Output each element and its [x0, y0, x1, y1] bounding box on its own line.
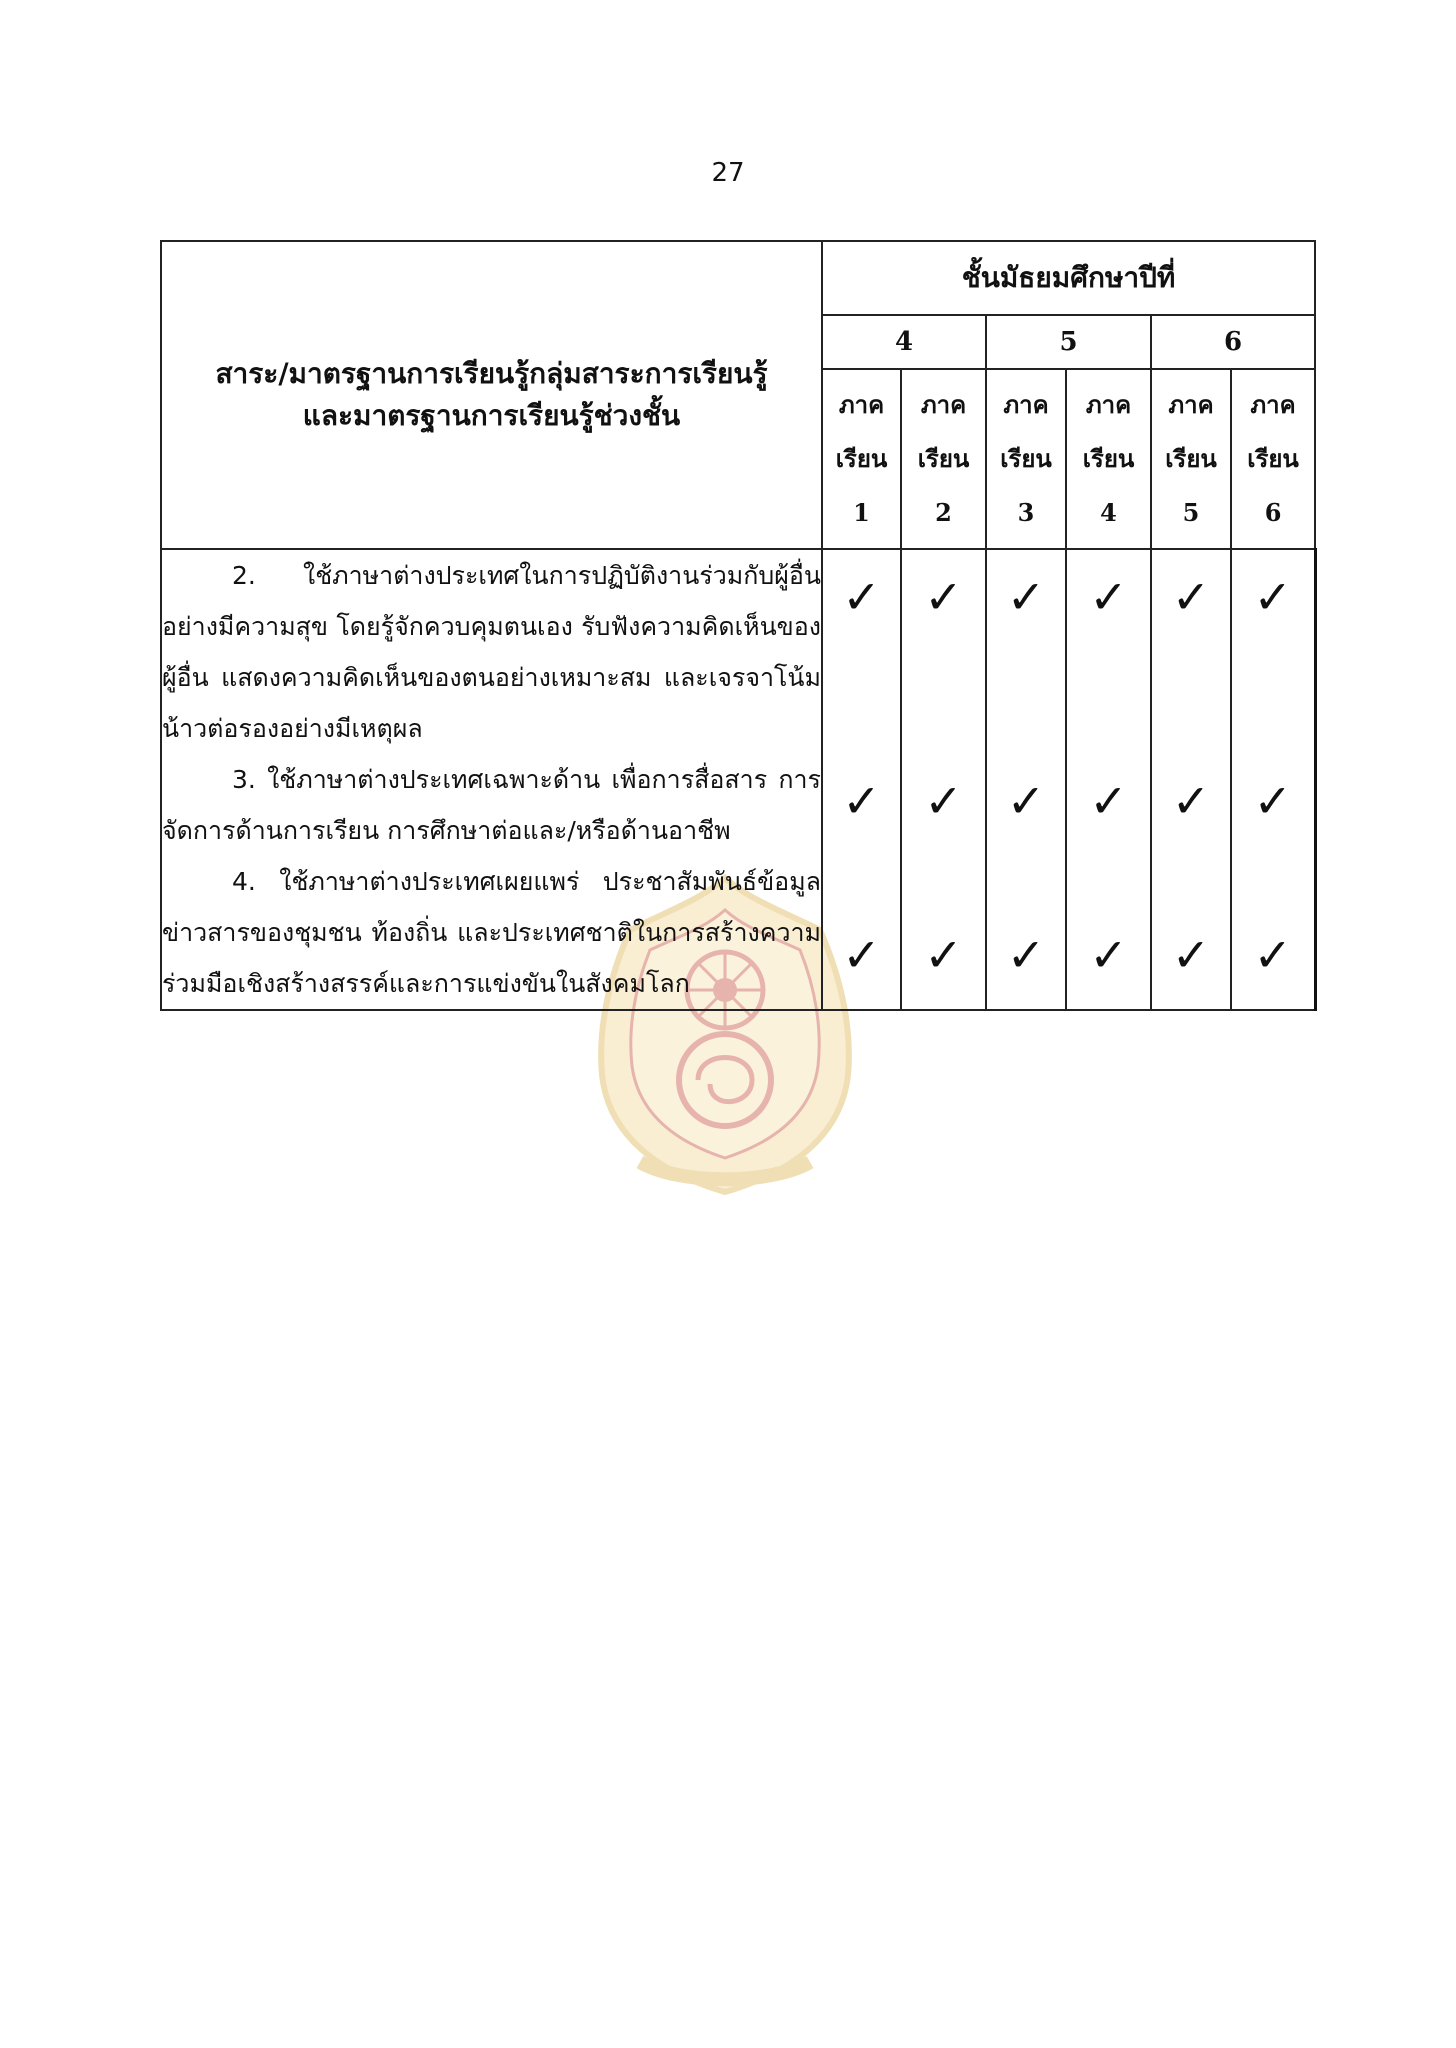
semester-word1: ภาค	[1250, 390, 1296, 419]
check-mark-icon: ✓	[1171, 774, 1211, 828]
semester-word2: เรียน	[1000, 444, 1052, 473]
standards-table	[160, 240, 1317, 1011]
standard-item-3: 3. ใช้ภาษาต่างประเทศเฉพาะด้าน เพื่อการสื่อสาร การจัดการด้านการเรียน การศึกษาต่อและ/หรือด้านอาชีพ	[162, 765, 821, 845]
check-column-4	[1066, 549, 1151, 1010]
header-semester-2	[901, 369, 986, 549]
semester-word2: เรียน	[1247, 444, 1299, 473]
check-column-3	[986, 549, 1066, 1010]
header-semester-3	[986, 369, 1066, 549]
check-mark-icon: ✓	[924, 774, 963, 828]
header-semester-5	[1151, 369, 1231, 549]
header-year-6: 6	[1151, 315, 1315, 369]
check-mark-icon: ✓	[1253, 928, 1293, 982]
header-year-4: 4	[822, 315, 986, 369]
check-mark-icon: ✓	[924, 928, 963, 982]
table-row	[161, 549, 1315, 1010]
semester-word2: เรียน	[1082, 444, 1135, 473]
standards-cell	[161, 549, 822, 1010]
check-mark-icon: ✓	[842, 570, 881, 624]
header-grade-level: ชั้นมัธยมศึกษาปีที่	[822, 241, 1315, 315]
header-year-5: 5	[986, 315, 1151, 369]
semester-number: 4	[1100, 498, 1117, 527]
header-standards-line2: และมาตรฐานการเรียนรู้ช่วงชั้น	[302, 399, 681, 432]
semester-word1: ภาค	[1003, 390, 1049, 419]
check-column-5	[1151, 549, 1231, 1010]
check-mark-icon: ✓	[1006, 774, 1046, 828]
semester-number: 5	[1182, 498, 1200, 527]
header-semester-4	[1066, 369, 1151, 549]
semester-word2: เรียน	[1165, 444, 1217, 473]
semester-word2: เรียน	[917, 444, 970, 473]
check-mark-icon: ✓	[924, 570, 963, 624]
semester-word1: ภาค	[838, 390, 885, 419]
page-number: 27	[711, 158, 745, 188]
standard-item-4: 4. ใช้ภาษาต่างประเทศเผยแพร่ ประชาสัมพันธ์ข้อมูลข่าวสารของชุมชน ท้องถิ่น และประเทศชาติในการสร้างความร่วมมือเชิงสร้างสรรค์และการแข่งขันในสังคมโลก	[162, 867, 821, 998]
check-mark-icon: ✓	[1089, 774, 1128, 828]
semester-number: 2	[935, 498, 952, 527]
semester-word1: ภาค	[1168, 390, 1214, 419]
semester-number: 6	[1264, 498, 1282, 527]
check-mark-icon: ✓	[1089, 928, 1128, 982]
header-standards	[161, 241, 822, 549]
check-mark-icon: ✓	[1006, 928, 1046, 982]
check-mark-icon: ✓	[842, 774, 881, 828]
check-mark-icon: ✓	[1171, 928, 1211, 982]
check-column-2	[901, 549, 986, 1010]
header-semester-6	[1231, 369, 1315, 549]
header-standards-line1: สาระ/มาตรฐานการเรียนรู้กลุ่มสาระการเรียนรู้	[215, 357, 768, 390]
check-mark-icon: ✓	[1171, 570, 1211, 624]
standard-item-2: 2. ใช้ภาษาต่างประเทศในการปฏิบัติงานร่วมกับผู้อื่นอย่างมีความสุข โดยรู้จักควบคุมตนเอง รับฟังความคิดเห็นของผู้อื่น แสดงความคิดเห็นของตนอย่างเหมาะสม และเจรจาโน้มน้าวต่อรองอย่างมีเหตุผล	[162, 561, 821, 743]
check-column-6	[1231, 549, 1315, 1010]
check-column-1	[822, 549, 901, 1010]
semester-number: 3	[1017, 498, 1035, 527]
check-mark-icon: ✓	[842, 928, 881, 982]
semester-word2: เรียน	[835, 444, 888, 473]
semester-word1: ภาค	[1085, 390, 1132, 419]
check-mark-icon: ✓	[1253, 570, 1293, 624]
check-mark-icon: ✓	[1089, 570, 1128, 624]
check-mark-icon: ✓	[1006, 570, 1046, 624]
semester-number: 1	[853, 498, 870, 527]
semester-word1: ภาค	[920, 390, 967, 419]
header-semester-1	[822, 369, 901, 549]
check-mark-icon: ✓	[1253, 774, 1293, 828]
